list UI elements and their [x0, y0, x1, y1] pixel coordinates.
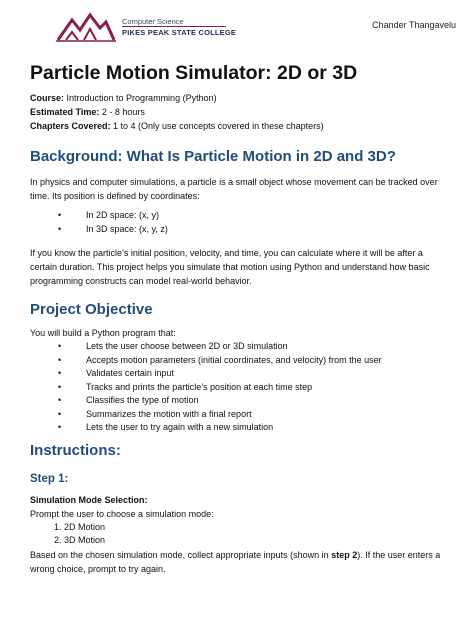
list-item: • Validates certain input: [30, 367, 450, 381]
step-1-heading: Step 1:: [30, 472, 69, 485]
document-body: [30, 60, 450, 576]
list-item: • Summarizes the motion with a final report: [30, 408, 450, 422]
chapters-line: [30, 119, 450, 133]
objective-list: [30, 340, 450, 435]
course-line: [30, 91, 450, 105]
objective-heading: Project Objective: [30, 301, 153, 318]
list-item: 1. 2D Motion: [54, 521, 106, 532]
list-item: • In 3D space: (x, y, z): [30, 223, 450, 237]
org-divider: [122, 26, 226, 27]
chapters-value: 1 to 4 (Only use concepts covered in these chapters): [110, 121, 324, 131]
mountain-peaks-logo-icon: [56, 12, 116, 42]
mode-options-list: [30, 521, 450, 548]
time-label: Estimated Time:: [30, 107, 100, 117]
author-name: Chander Thangavelu: [372, 20, 456, 30]
background-paragraph-2: If you know the particle’s initial position, velocity, and time, you can calculate where it will be after a certain duration. This project helps you simulate that motion using Python and understand how basic programming constructs can model real-world behavior.: [30, 248, 430, 286]
list-item: • Lets the user to try again with a new simulation: [30, 421, 450, 435]
course-meta: [30, 91, 450, 133]
list-item: • Tracks and prints the particle’s position at each time step: [30, 381, 450, 395]
step-1-subheading: Simulation Mode Selection:: [30, 494, 148, 505]
course-value: Introduction to Programming (Python): [64, 93, 217, 103]
list-item: • Classifies the type of motion: [30, 394, 450, 408]
time-value: 2 - 8 hours: [99, 107, 145, 117]
course-label: Course:: [30, 93, 65, 103]
org-name-line1: Computer Science: [122, 17, 184, 26]
page-title: Particle Motion Simulator: 2D or 3D: [30, 62, 358, 84]
document-header: [56, 12, 456, 48]
step-2-reference: step 2: [331, 549, 358, 560]
background-paragraph-1: In physics and computer simulations, a particle is a small object whose movement can be tracked over time. Its position is defined by coordinates:: [30, 177, 438, 201]
background-heading: Background: What Is Particle Motion in 2D and 3D?: [30, 148, 396, 165]
coordinate-list: [30, 209, 450, 236]
chapters-label: Chapters Covered:: [30, 121, 111, 131]
instructions-heading: Instructions:: [30, 441, 121, 459]
step-1-text-before: Based on the chosen simulation mode, collect appropriate inputs (shown in: [30, 549, 332, 560]
list-item: • Accepts motion parameters (initial coordinates, and velocity) from the user: [30, 354, 450, 368]
list-item: • In 2D space: (x, y): [30, 209, 450, 223]
step-1-paragraph: [30, 548, 450, 576]
org-name-line2: PIKES PEAK STATE COLLEGE: [122, 28, 237, 37]
list-item: • Lets the user choose between 2D or 3D simulation: [30, 340, 450, 354]
step-1-text-after: ). If the user enters a wrong choice, prompt to try again.: [30, 549, 441, 574]
time-line: [30, 105, 450, 119]
step-1-prompt: Prompt the user to choose a simulation mode:: [30, 508, 214, 519]
list-item: 2. 3D Motion: [54, 535, 106, 545]
objective-intro: You will build a Python program that:: [30, 328, 176, 338]
